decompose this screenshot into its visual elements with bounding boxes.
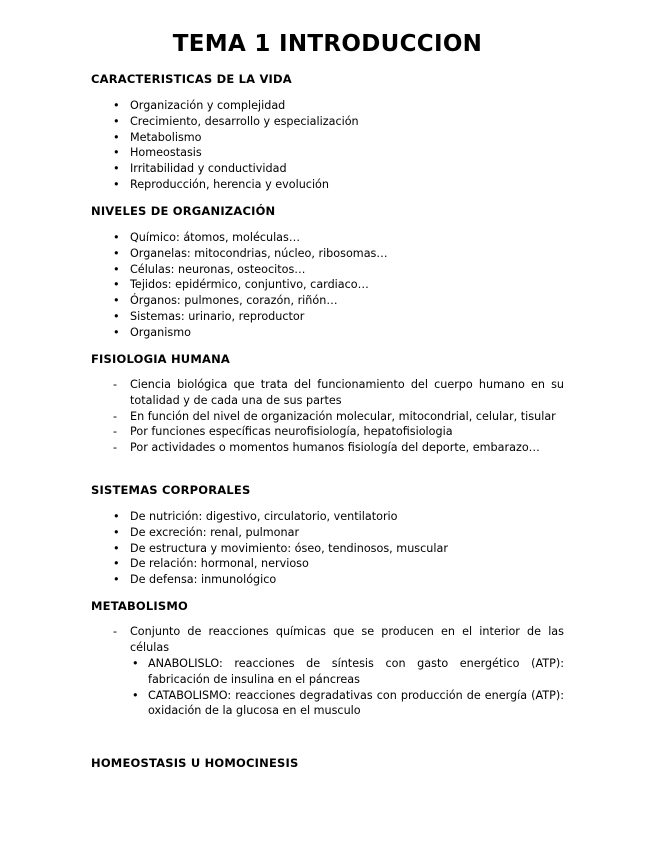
- list-item: • Metabolismo: [113, 130, 202, 144]
- dash-list: [0, 377, 655, 456]
- dash-list: [0, 624, 655, 656]
- list-item: • Sistemas: urinario, reproductor: [113, 309, 305, 323]
- list-item: • Organelas: mitocondrias, núcleo, ribosomas…: [113, 246, 388, 260]
- bullet-marker: •: [113, 557, 120, 571]
- list-item: • Reproducción, herencia y evolución: [113, 177, 329, 191]
- bullet-marker: •: [113, 231, 120, 244]
- bullet-list: [0, 98, 655, 193]
- bullet-marker: •: [113, 541, 120, 555]
- dash-marker: -: [113, 425, 118, 439]
- bullet-marker: •: [113, 146, 120, 160]
- bullet-marker: •: [113, 246, 120, 260]
- list-item: - Por funciones específicas neurofisiología, hepatofisiologia: [113, 425, 453, 439]
- section-heading: NIVELES DE ORGANIZACIÓN: [91, 204, 276, 218]
- list-item: - Ciencia biológica que trata del funcionamiento del cuerpo humano en su totalidad y de cada una de sus partes: [113, 378, 564, 407]
- page-title: TEMA 1 INTRODUCCION: [172, 31, 483, 57]
- section-heading: HOMEOSTASIS U HOMOCINESIS: [91, 756, 299, 770]
- list-item: • Organismo: [113, 325, 191, 339]
- list-item: • ANABOLISLO: reacciones de síntesis con gasto energético (ATP): fabricación de insulina en el páncreas: [132, 657, 564, 686]
- bullet-marker: •: [132, 657, 139, 670]
- list-item: • Células: neuronas, osteocitos…: [113, 262, 306, 276]
- list-item: • De defensa: inmunológico: [113, 573, 277, 587]
- dash-marker: -: [113, 625, 118, 638]
- list-item: • De excreción: renal, pulmonar: [113, 525, 300, 539]
- section-heading: SISTEMAS CORPORALES: [91, 483, 251, 497]
- bullet-marker: •: [113, 573, 120, 587]
- list-item: • CATABOLISMO: reacciones degradativas con producción de energía (ATP): oxidación de la glucosa en el musculo: [132, 688, 564, 718]
- list-item: • De relación: hormonal, nervioso: [113, 557, 309, 571]
- bullet-marker: •: [113, 525, 120, 539]
- list-item: • Órganos: pulmones, corazón, riñón…: [113, 294, 338, 308]
- bullet-marker: •: [113, 99, 120, 112]
- section-heading: FISIOLOGIA HUMANA: [91, 352, 231, 366]
- list-item: • Tejidos: epidérmico, conjuntivo, cardiaco…: [113, 278, 369, 292]
- list-item: - Por actividades o momentos humanos fisiología del deporte, embarazo…: [113, 441, 540, 455]
- bullet-marker: •: [113, 162, 120, 176]
- dash-marker: -: [113, 378, 118, 391]
- bullet-marker: •: [113, 114, 120, 128]
- list-item: • De nutrición: digestivo, circulatorio, ventilatorio: [113, 510, 398, 523]
- bullet-marker: •: [113, 177, 120, 191]
- bullet-marker: •: [113, 309, 120, 323]
- list-item: • Homeostasis: [113, 146, 202, 160]
- dash-marker: -: [113, 409, 118, 423]
- list-item: • Químico: átomos, moléculas…: [113, 231, 301, 244]
- bullet-list: [0, 509, 655, 588]
- list-item: • Organización y complejidad: [113, 99, 286, 112]
- section-heading: CARACTERISTICAS DE LA VIDA: [91, 72, 292, 86]
- list-item: • Irritabilidad y conductividad: [113, 162, 287, 176]
- list-item: - Conjunto de reacciones químicas que se producen en el interior de las células: [113, 625, 564, 654]
- list-item: - En función del nivel de organización molecular, mitocondrial, celular, tisular: [113, 409, 556, 423]
- bullet-marker: •: [113, 510, 120, 523]
- bullet-marker: •: [132, 688, 139, 702]
- bullet-marker: •: [113, 325, 120, 339]
- sub-bullet-list: [0, 656, 655, 719]
- bullet-marker: •: [113, 130, 120, 144]
- bullet-marker: •: [113, 262, 120, 276]
- list-item: • De estructura y movimiento: óseo, tendinosos, muscular: [113, 541, 448, 555]
- dash-marker: -: [113, 441, 118, 455]
- bullet-marker: •: [113, 278, 120, 292]
- bullet-marker: •: [113, 294, 120, 308]
- section-heading: METABOLISMO: [91, 599, 189, 613]
- list-item: • Crecimiento, desarrollo y especialización: [113, 114, 359, 128]
- bullet-list: [0, 230, 655, 341]
